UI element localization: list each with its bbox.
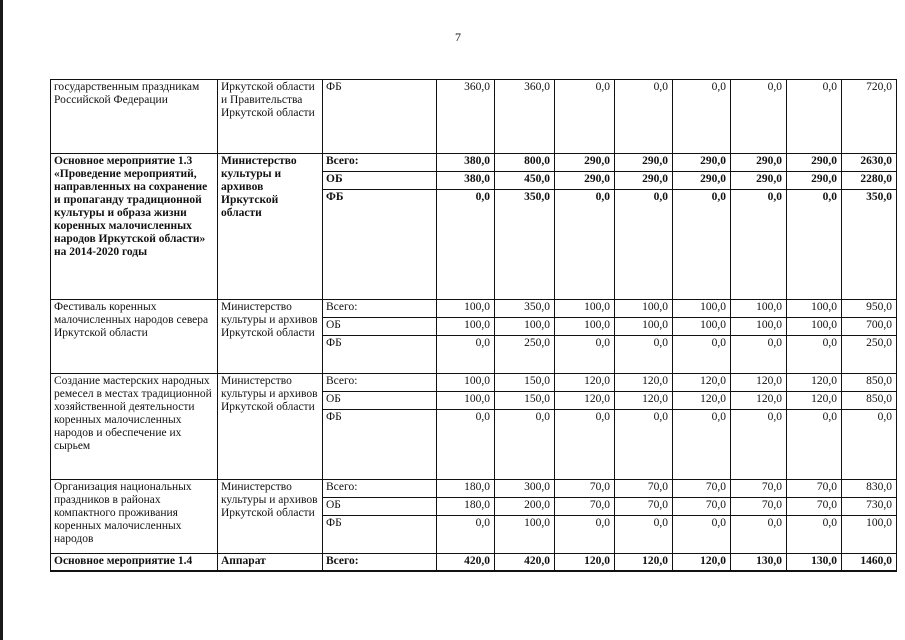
funding-value: 100,0 [731,300,787,318]
funding-value: 0,0 [731,190,787,300]
funding-value: 100,0 [555,318,615,336]
table-row [51,480,897,498]
funding-source: ФБ [323,80,437,154]
funding-value: 0,0 [787,190,842,300]
funding-source: Всего: [323,300,437,318]
funding-value: 200,0 [495,498,555,516]
funding-value: 70,0 [615,498,673,516]
funding-value: 0,0 [555,410,615,480]
funding-value: 100,0 [615,318,673,336]
funding-value: 120,0 [555,374,615,392]
activity-description: Создание мастерских народных ремесел в местах традиционной хозяйственной деятельности коренных малочисленных народов и обеспечение их сырьем [51,374,218,480]
funding-value: 0,0 [731,336,787,374]
funding-value: 0,0 [437,410,495,480]
funding-value: 100,0 [437,300,495,318]
funding-value: 0,0 [555,80,615,154]
activity-description: Основное мероприятие 1.3 «Проведение мероприятий, направленных на сохранение и пропаганду традиционной культуры и образа жизни коренных малочисленных народов Иркутской области» на 2014-2020 годы [51,154,218,300]
funding-total-value: 1460,0 [842,554,897,571]
funding-source: ОБ [323,318,437,336]
funding-total-value: 830,0 [842,480,897,498]
funding-value: 0,0 [731,516,787,554]
funding-total-value: 720,0 [842,80,897,154]
funding-value: 120,0 [673,392,731,410]
funding-value: 0,0 [787,516,842,554]
funding-value: 120,0 [787,374,842,392]
funding-value: 120,0 [615,374,673,392]
table-body [51,80,897,571]
funding-value: 800,0 [495,154,555,172]
funding-value: 100,0 [437,374,495,392]
funding-value: 120,0 [555,554,615,571]
funding-total-value: 2630,0 [842,154,897,172]
funding-source: ФБ [323,190,437,300]
funding-value: 290,0 [673,154,731,172]
funding-value: 290,0 [615,172,673,190]
page-left-edge [0,0,3,640]
funding-value: 0,0 [673,190,731,300]
funding-value: 120,0 [555,392,615,410]
funding-value: 0,0 [437,190,495,300]
table-row [51,80,897,154]
responsible-executor: Министерство культуры и архивов Иркутской области [218,154,323,300]
funding-value: 350,0 [495,300,555,318]
funding-total-value: 250,0 [842,336,897,374]
funding-value: 0,0 [615,516,673,554]
funding-value: 290,0 [615,154,673,172]
funding-value: 290,0 [555,172,615,190]
responsible-executor: Министерство культуры и архивов Иркутской области [218,480,323,554]
activity-description: Основное мероприятие 1.4 [51,554,218,571]
funding-value: 0,0 [437,336,495,374]
funding-value: 360,0 [495,80,555,154]
funding-value: 120,0 [731,392,787,410]
activity-description: Фестиваль коренных малочисленных народов севера Иркутской области [51,300,218,374]
funding-value: 0,0 [615,80,673,154]
funding-value: 380,0 [437,154,495,172]
funding-value: 120,0 [615,554,673,571]
funding-value: 70,0 [555,498,615,516]
funding-source: ФБ [323,410,437,480]
funding-total-value: 950,0 [842,300,897,318]
funding-value: 0,0 [673,336,731,374]
funding-value: 150,0 [495,374,555,392]
funding-value: 100,0 [787,318,842,336]
funding-value: 420,0 [495,554,555,571]
funding-value: 290,0 [731,154,787,172]
table-row [51,374,897,392]
funding-value: 0,0 [673,516,731,554]
funding-value: 0,0 [555,336,615,374]
funding-total-value: 730,0 [842,498,897,516]
funding-value: 120,0 [673,554,731,571]
funding-value: 100,0 [495,318,555,336]
funding-value: 290,0 [673,172,731,190]
funding-value: 120,0 [673,374,731,392]
funding-value: 70,0 [615,480,673,498]
funding-value: 180,0 [437,480,495,498]
funding-value: 0,0 [787,336,842,374]
funding-value: 100,0 [555,300,615,318]
funding-value: 180,0 [437,498,495,516]
funding-value: 100,0 [437,318,495,336]
funding-value: 350,0 [495,190,555,300]
funding-value: 420,0 [437,554,495,571]
activity-description: государственным праздникам Российской Федерации [51,80,218,154]
table-row [51,154,897,172]
funding-value: 70,0 [555,480,615,498]
funding-value: 0,0 [615,190,673,300]
funding-value: 70,0 [673,498,731,516]
funding-value: 150,0 [495,392,555,410]
funding-value: 70,0 [731,498,787,516]
funding-value: 0,0 [495,410,555,480]
table-row [51,554,897,571]
funding-value: 0,0 [731,410,787,480]
funding-value: 100,0 [437,392,495,410]
funding-value: 0,0 [555,516,615,554]
funding-source: Всего: [323,374,437,392]
funding-total-value: 850,0 [842,392,897,410]
funding-value: 290,0 [731,172,787,190]
funding-source: ОБ [323,172,437,190]
funding-total-value: 2280,0 [842,172,897,190]
page-number: 7 [455,30,461,44]
funding-total-value: 700,0 [842,318,897,336]
funding-value: 0,0 [673,410,731,480]
funding-value: 0,0 [787,410,842,480]
funding-value: 70,0 [673,480,731,498]
funding-value: 0,0 [615,336,673,374]
funding-value: 300,0 [495,480,555,498]
funding-source: Всего: [323,480,437,498]
funding-source: ОБ [323,498,437,516]
funding-value: 120,0 [787,392,842,410]
funding-value: 100,0 [495,516,555,554]
funding-value: 0,0 [615,410,673,480]
funding-total-value: 350,0 [842,190,897,300]
funding-value: 290,0 [555,154,615,172]
funding-source: ОБ [323,392,437,410]
funding-value: 70,0 [787,498,842,516]
funding-value: 380,0 [437,172,495,190]
funding-value: 250,0 [495,336,555,374]
funding-value: 120,0 [615,392,673,410]
responsible-executor: Министерство культуры и архивов Иркутской области [218,374,323,480]
funding-value: 130,0 [787,554,842,571]
funding-total-value: 0,0 [842,410,897,480]
funding-value: 100,0 [731,318,787,336]
funding-value: 0,0 [555,190,615,300]
funding-value: 100,0 [673,300,731,318]
table-row [51,300,897,318]
funding-value: 100,0 [787,300,842,318]
activity-description: Организация национальных праздников в районах компактного проживания коренных малочисленных народов [51,480,218,554]
funding-value: 100,0 [673,318,731,336]
funding-value: 0,0 [437,516,495,554]
responsible-executor: Аппарат [218,554,323,571]
funding-source: Всего: [323,554,437,571]
funding-value: 120,0 [731,374,787,392]
funding-value: 0,0 [673,80,731,154]
budget-table [50,79,897,572]
funding-source: Всего: [323,154,437,172]
funding-value: 100,0 [615,300,673,318]
funding-value: 70,0 [787,480,842,498]
funding-source: ФБ [323,336,437,374]
funding-value: 0,0 [787,80,842,154]
funding-value: 0,0 [731,80,787,154]
funding-value: 290,0 [787,172,842,190]
funding-total-value: 850,0 [842,374,897,392]
responsible-executor: Иркутской области и Правительства Иркутской области [218,80,323,154]
funding-source: ФБ [323,516,437,554]
funding-value: 130,0 [731,554,787,571]
responsible-executor: Министерство культуры и архивов Иркутской области [218,300,323,374]
funding-value: 290,0 [787,154,842,172]
funding-value: 70,0 [731,480,787,498]
funding-value: 360,0 [437,80,495,154]
funding-value: 450,0 [495,172,555,190]
funding-total-value: 100,0 [842,516,897,554]
